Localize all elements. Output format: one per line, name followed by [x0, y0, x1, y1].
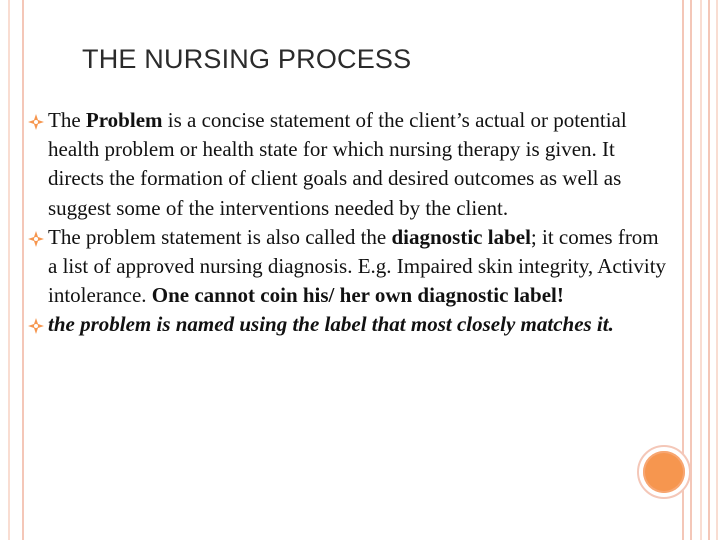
bullet-bold-text: diagnostic label: [391, 224, 531, 249]
left-border-line: [8, 0, 10, 540]
bullet-bold-text: Problem: [85, 108, 163, 132]
right-border-line: [708, 0, 710, 540]
slide-title: THE NURSING PROCESS: [82, 44, 412, 74]
bullet-item: [48, 223, 668, 311]
left-border: [0, 0, 24, 540]
bullet-text: ; it comes from a list of approved nursing diagnosis. E.g. Impaired skin integrity, Activity intolerance.: [48, 224, 667, 308]
bullet-text: The problem statement is also called the: [48, 224, 392, 249]
four-point-star-icon: [28, 318, 44, 334]
right-border-line: [700, 0, 702, 540]
right-border-line: [716, 0, 718, 540]
bullet-bold-italic-text: the problem is named using the label that most closely matches it.: [48, 312, 614, 337]
slide-body: [48, 106, 668, 340]
right-border-line: [690, 0, 692, 540]
bullet-item: [48, 106, 668, 223]
bullet-bold-text: One cannot coin his/ her own diagnostic label!: [151, 283, 564, 308]
bullet-text: is a concise statement of the client’s actual or potential health problem or health state for which nursing therapy is given. It directs the formation of client goals and desired outcomes as well as suggest some of the interventions needed by the client.: [48, 108, 627, 220]
bullet-item: [48, 310, 668, 339]
four-point-star-icon: [28, 114, 44, 130]
four-point-star-icon: [28, 231, 44, 247]
decorative-circle: [643, 451, 685, 493]
bullet-text: The: [48, 108, 86, 132]
